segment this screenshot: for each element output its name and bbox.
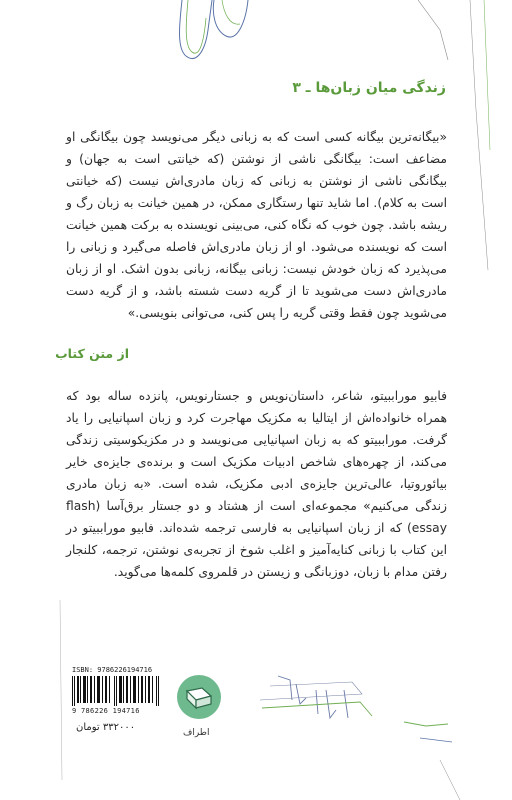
publisher-logo-icon bbox=[176, 674, 222, 724]
author-bio-paragraph: فابیو موراببیتو، شاعر، داستان‌نویس و جستارنویس، پانزده ساله بود که همراه خانواده‌اش از ایتالیا به مکزیک مهاجرت کرد و زبان اسپانیایی را یاد گرفت. موراببیتو که به زبان اسپانیایی می‌نویسد و در مکزیکوسیتی زندگی می‌کند، از چهره‌های شاخص ادبیات مکزیک است و برنده‌ی جایزه‌ی خایر بیائوروتیا، عالی‌ترین جایزه‌ی ادبی مکزیک، شده است. «به زبان مادری زندگی می‌کنیم» مجموعه‌ای است از هشتاد و دو جستار برق‌آسا (flash essay) که از زبان اسپانیایی به فارسی ترجمه شده‌اند. فابیو موراببیتو در این کتاب با زبانی کنایه‌آمیز و اغلب شوخ از تجربه‌ی نوشتن، ترجمه، کلنجار رفتن مدام با زبان، دوزبانگی و زیستن در قلمروی کلمه‌ها می‌گوید. bbox=[66, 389, 447, 579]
price-label: ۳۳۲۰۰۰ تومان bbox=[76, 722, 136, 733]
quote-paragraph: «بیگانه‌ترین بیگانه کسی است که به زبانی دیگر می‌نویسد چون بیگانگی او مضاعف است: بیگانگی ناشی از نوشتن (که خیانتی است به جهان) و بیگانگی ناشی از نوشتن به زبانی که زبان مادری‌اش نیست (که خیانتی است به کلام). اما شاید تنها رستگاری ممکن، در همین خیانت به زبان رگ و ریشه باشد. چون خوب که نگاه کنی، می‌بینی نویسنده به برکت همین خیانت است که نویسنده می‌شود. او از زبان مادری‌اش فاصله می‌گیرد و زبانی را می‌پذیرد که زبان خودش نیست: زبانی بیگانه، زبانی بدون اشک. او از زبان مادری‌اش دست می‌شوید تا از گریه دست شسته باشد، و از گریه دست می‌شوید چون فقط وقتی گریه را پس کنی، می‌توانی بنویسی.» bbox=[66, 130, 447, 320]
from-book-label: از متن کتاب bbox=[55, 346, 129, 361]
series-title: زندگی میان زبان‌ها ـ ۳ bbox=[292, 80, 446, 96]
isbn-label: ISBN: 9786226194716 bbox=[72, 666, 153, 674]
publisher-name: اطراف bbox=[183, 728, 210, 738]
barcode-icon bbox=[72, 676, 162, 706]
barcode-digits: 9 786226 194716 bbox=[72, 707, 140, 715]
